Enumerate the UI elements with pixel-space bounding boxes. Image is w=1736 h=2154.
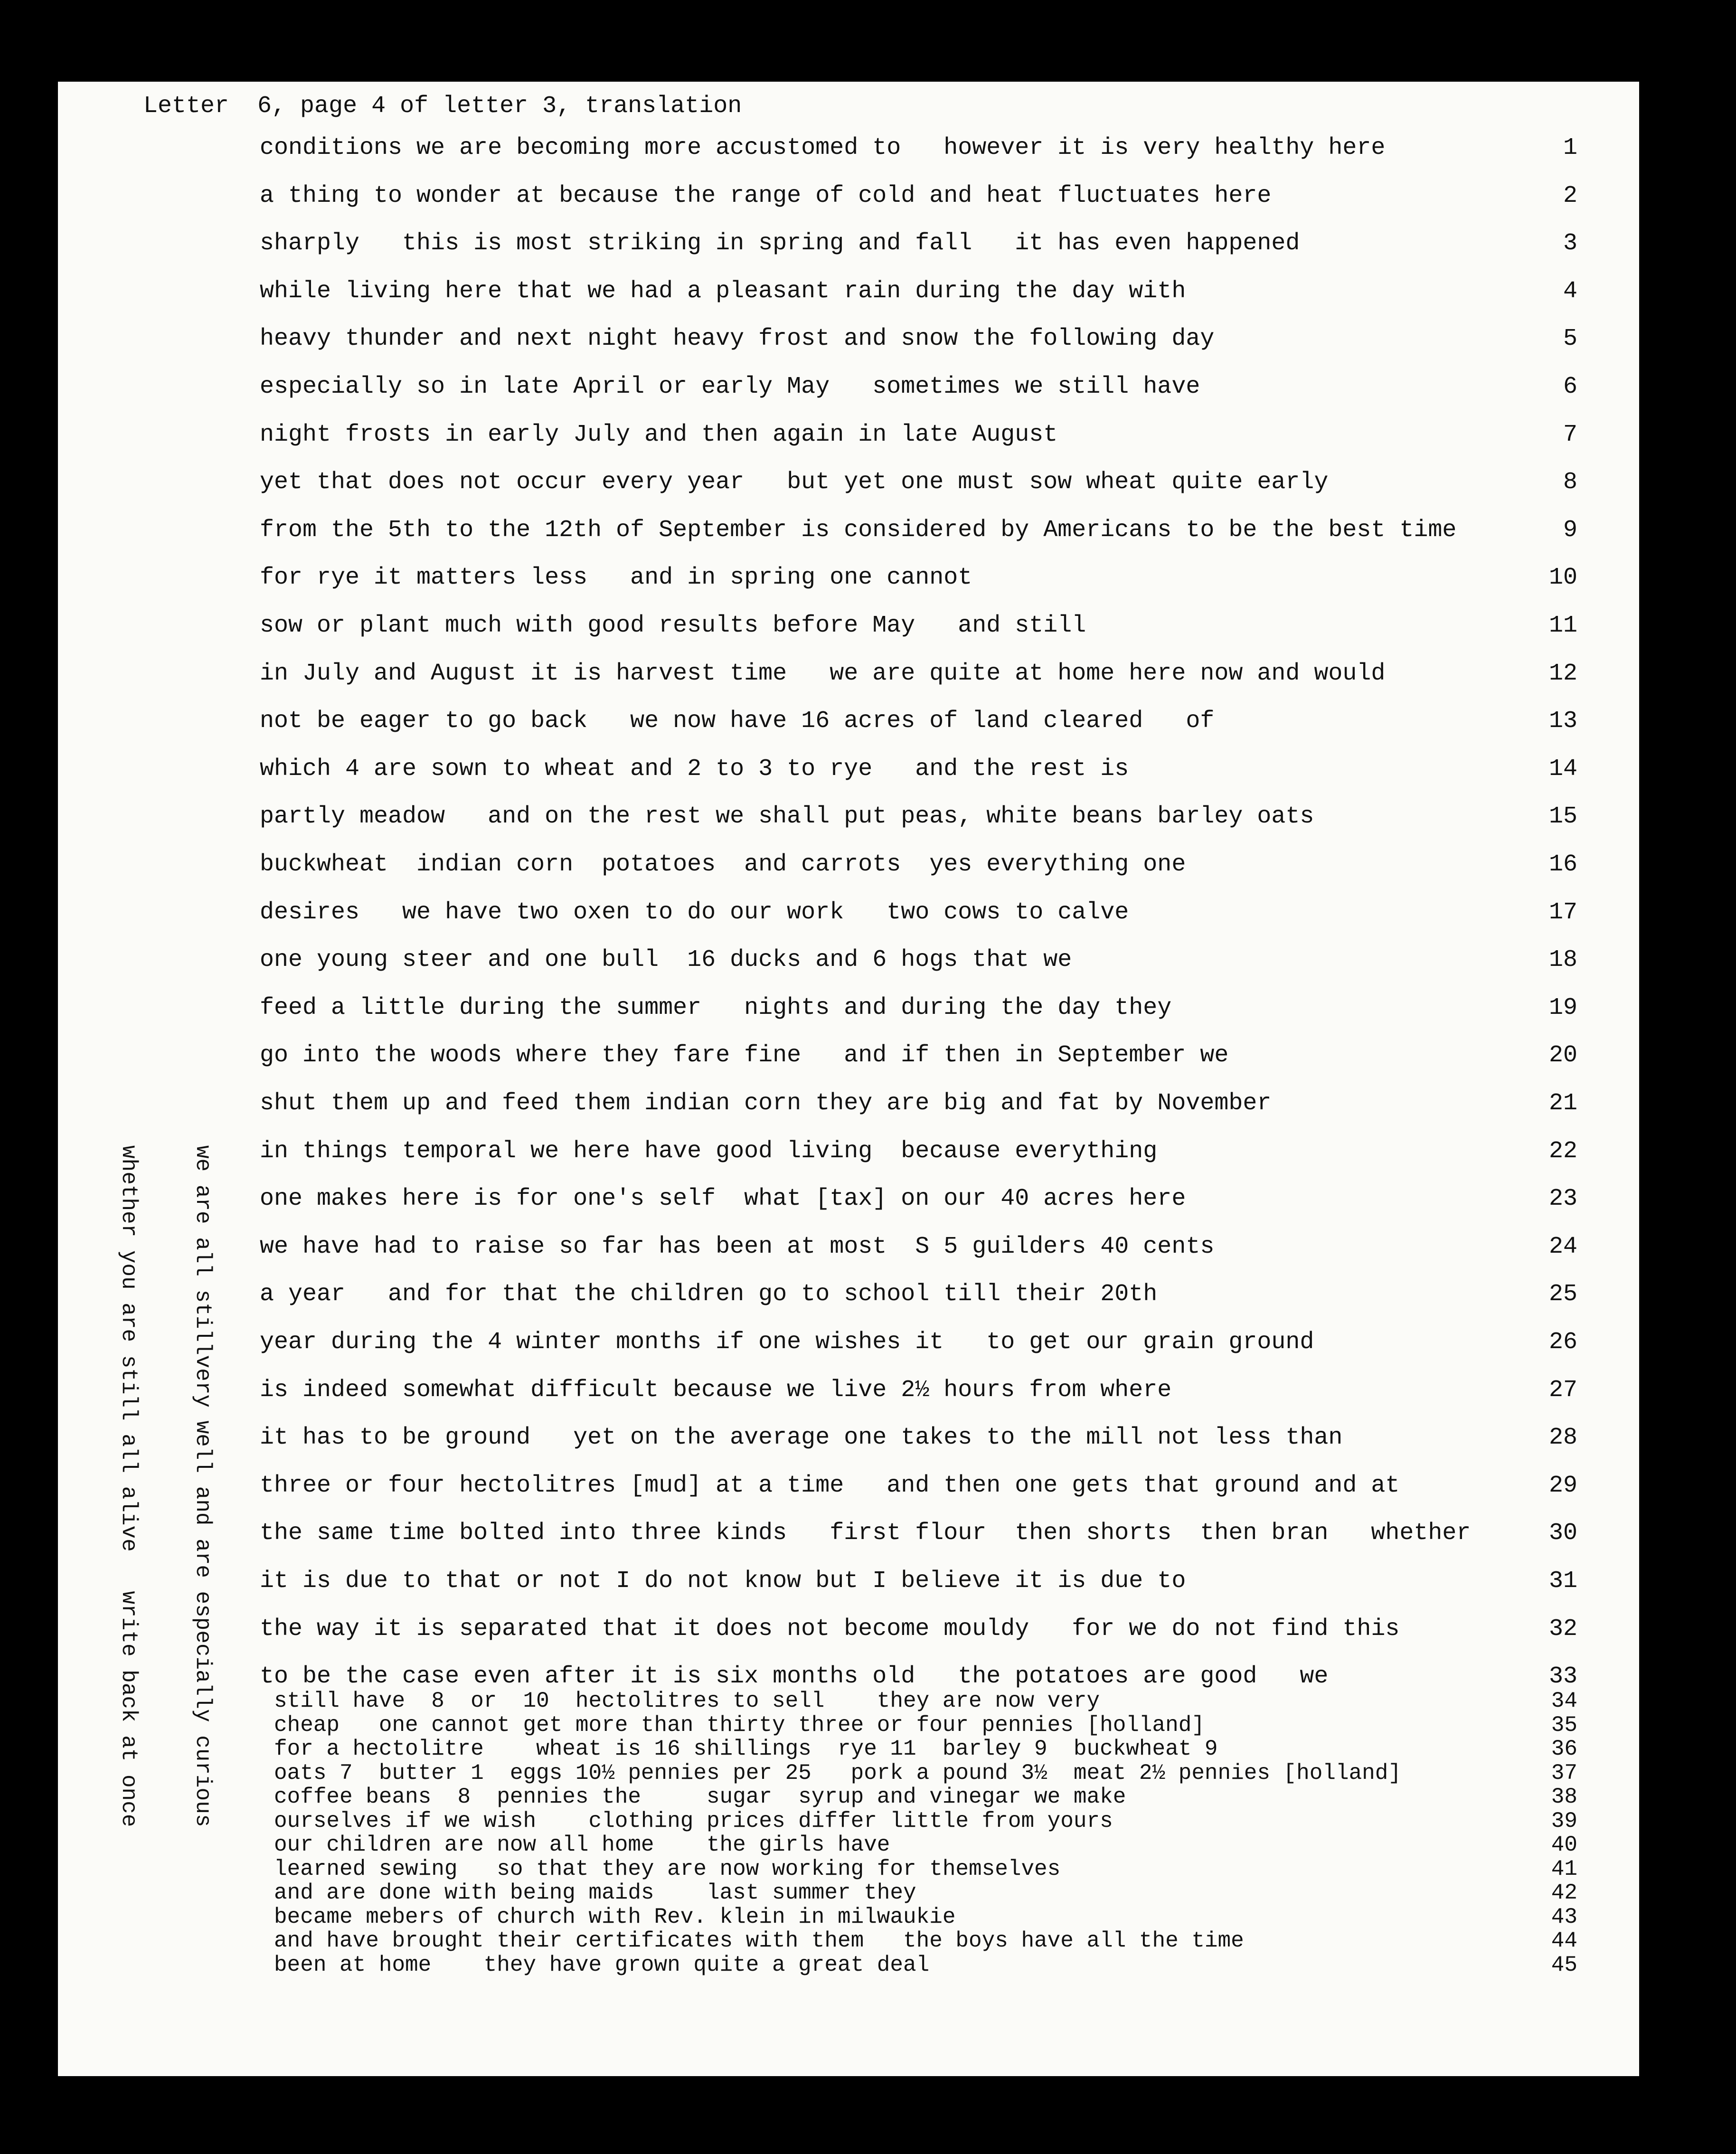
text-line [58,1037,1639,1075]
text-line [58,1371,1639,1409]
line-number: 12 [1548,660,1577,687]
line-number: 22 [1548,1137,1577,1165]
line-text: three or four hectolitres [mud] at a time and then one gets that ground and at [260,1472,1400,1499]
text-line [58,368,1639,406]
text-line [58,1929,1639,1953]
line-text: the same time bolted into three kinds first flour then shorts then bran whether [260,1520,1471,1547]
line-number: 36 [1551,1737,1577,1761]
line-text: desires we have two oxen to do our work two cows to calve [260,898,1129,926]
text-line [58,941,1639,979]
line-number: 44 [1551,1928,1577,1953]
line-number: 5 [1563,325,1577,353]
line-number: 19 [1548,994,1577,1021]
text-line [58,1180,1639,1218]
text-line [58,989,1639,1027]
line-number: 11 [1548,612,1577,639]
line-text: cheap one cannot get more than thirty three or four pennies [holland] [274,1712,1205,1738]
line-number: 45 [1551,1952,1577,1977]
text-line [58,1761,1639,1785]
text-line [58,1809,1639,1833]
line-text: oats 7 butter 1 eggs 10½ pennies per 25 pork a pound 3½ meat 2½ pennies [holland] [274,1760,1401,1786]
line-number: 6 [1563,373,1577,400]
line-text: learned sewing so that they are now working for themselves [274,1856,1061,1881]
line-number: 26 [1548,1329,1577,1356]
line-text: while living here that we had a pleasant rain during the day with [260,277,1186,305]
line-number: 20 [1548,1042,1577,1069]
text-line [58,894,1639,932]
text-line [58,655,1639,693]
line-text: and are done with being maids last summer they [274,1880,916,1905]
line-text: partly meadow and on the rest we shall put peas, white beans barley oats [260,803,1314,831]
margin-note-line: whether you are still all alive write back at once [116,1145,141,1827]
line-number: 7 [1563,421,1577,448]
line-number: 38 [1551,1785,1577,1809]
text-line [58,559,1639,597]
line-text: to be the case even after it is six months old the potatoes are good we [260,1663,1329,1691]
text-line [58,511,1639,549]
line-text: sow or plant much with good results before May and still [260,612,1086,639]
text-line [58,1689,1639,1713]
text-line [58,1857,1639,1881]
document-page [58,82,1639,2076]
line-text: yet that does not occur every year but yet one must sow wheat quite early [260,469,1329,496]
line-number: 4 [1563,277,1577,305]
line-text: conditions we are becoming more accustomed to however it is very healthy here [260,134,1386,161]
text-line [58,463,1639,501]
text-line [58,1562,1639,1600]
text-line [58,1419,1639,1457]
line-number: 35 [1551,1712,1577,1738]
line-text: feed a little during the summer nights and during the day they [260,994,1172,1021]
line-text: year during the 4 winter months if one wishes it to get our grain ground [260,1329,1314,1356]
line-number: 16 [1548,851,1577,878]
line-number: 30 [1548,1520,1577,1547]
line-number: 2 [1563,182,1577,209]
line-number: 3 [1563,230,1577,257]
text-line [58,798,1639,836]
line-number: 23 [1548,1185,1577,1213]
line-number: 24 [1548,1233,1577,1260]
line-number: 31 [1548,1568,1577,1595]
line-number: 15 [1548,803,1577,831]
line-number: 39 [1551,1808,1577,1833]
line-number: 43 [1551,1904,1577,1929]
line-number: 9 [1563,516,1577,544]
text-line [58,1323,1639,1361]
line-number: 33 [1548,1663,1577,1691]
text-line [58,1228,1639,1266]
line-number: 1 [1563,134,1577,161]
text-line [58,1737,1639,1761]
text-line [58,846,1639,884]
text-line [58,1610,1639,1648]
line-text: became mebers of church with Rev. klein in milwaukie [274,1904,956,1929]
line-text: one makes here is for one's self what [tax] on our 40 acres here [260,1185,1186,1213]
text-line [58,607,1639,645]
line-text: is indeed somewhat difficult because we live 2½ hours from where [260,1376,1172,1404]
line-text: been at home they have grown quite a great deal [274,1952,930,1977]
text-line [58,1085,1639,1123]
line-text: a year and for that the children go to school till their 20th [260,1281,1158,1308]
page-header: Letter 6, page 4 of letter 3, translation [143,93,742,120]
line-number: 41 [1551,1856,1577,1881]
text-line [58,1514,1639,1552]
line-text: sharply this is most striking in spring and fall it has even happened [260,230,1300,257]
line-text: heavy thunder and next night heavy frost and snow the following day [260,325,1215,353]
line-text: for rye it matters less and in spring one cannot [260,564,972,592]
line-text: in things temporal we here have good living because everything [260,1137,1158,1165]
text-line [58,177,1639,215]
text-line [58,1133,1639,1171]
text-line [58,416,1639,454]
line-text: one young steer and one bull 16 ducks and 6 hogs that we [260,946,1072,974]
text-line [58,1275,1639,1313]
line-number: 17 [1548,898,1577,926]
text-line [58,1833,1639,1857]
line-number: 42 [1551,1880,1577,1905]
text-line [58,1905,1639,1929]
text-line [58,320,1639,358]
line-text: our children are now all home the girls have [274,1833,890,1857]
line-text: the way it is separated that it does not become mouldy for we do not find this [260,1615,1400,1643]
line-number: 34 [1551,1689,1577,1713]
text-line [58,129,1639,167]
text-line [58,273,1639,311]
line-number: 8 [1563,469,1577,496]
line-text: a thing to wonder at because the range of cold and heat fluctuates here [260,182,1272,209]
text-line [58,702,1639,740]
margin-note [67,1145,264,1827]
line-text: shut them up and feed them indian corn they are big and fat by November [260,1090,1272,1117]
margin-note-line: we are all stillvery well and are especially curious [190,1145,215,1827]
text-line [58,1785,1639,1809]
text-line [58,1881,1639,1905]
line-number: 37 [1551,1760,1577,1786]
line-text: we have had to raise so far has been at most S 5 guilders 40 cents [260,1233,1215,1260]
line-number: 21 [1548,1090,1577,1117]
line-text: ourselves if we wish clothing prices differ little from yours [274,1808,1113,1833]
line-number: 14 [1548,755,1577,783]
line-text: buckwheat indian corn potatoes and carrots yes everything one [260,851,1186,878]
line-number: 29 [1548,1472,1577,1499]
line-text: still have 8 or 10 hectolitres to sell they are now very [274,1689,1100,1713]
line-text: especially so in late April or early May sometimes we still have [260,373,1200,400]
line-text: from the 5th to the 12th of September is considered by Americans to be the best time [260,516,1457,544]
line-text: for a hectolitre wheat is 16 shillings rye 11 barley 9 buckwheat 9 [274,1737,1218,1761]
text-line [58,225,1639,263]
line-text: it is due to that or not I do not know but I believe it is due to [260,1568,1186,1595]
line-text: night frosts in early July and then again in late August [260,421,1058,448]
line-number: 25 [1548,1281,1577,1308]
line-text: it has to be ground yet on the average one takes to the mill not less than [260,1424,1343,1452]
line-text: not be eager to go back we now have 16 acres of land cleared of [260,708,1215,735]
line-text: and have brought their certificates with them the boys have all the time [274,1928,1244,1953]
text-line [58,1713,1639,1737]
line-text: which 4 are sown to wheat and 2 to 3 to rye and the rest is [260,755,1129,783]
line-number: 28 [1548,1424,1577,1452]
text-line [58,1467,1639,1505]
line-text: go into the woods where they fare fine and if then in September we [260,1042,1229,1069]
line-text: coffee beans 8 pennies the sugar syrup and vinegar we make [274,1785,1126,1809]
text-line [58,750,1639,788]
line-number: 27 [1548,1376,1577,1404]
text-line [58,1953,1639,1977]
line-number: 10 [1548,564,1577,592]
line-text: in July and August it is harvest time we are quite at home here now and would [260,660,1386,687]
line-number: 32 [1548,1615,1577,1643]
line-number: 13 [1548,708,1577,735]
line-number: 18 [1548,946,1577,974]
line-number: 40 [1551,1833,1577,1857]
